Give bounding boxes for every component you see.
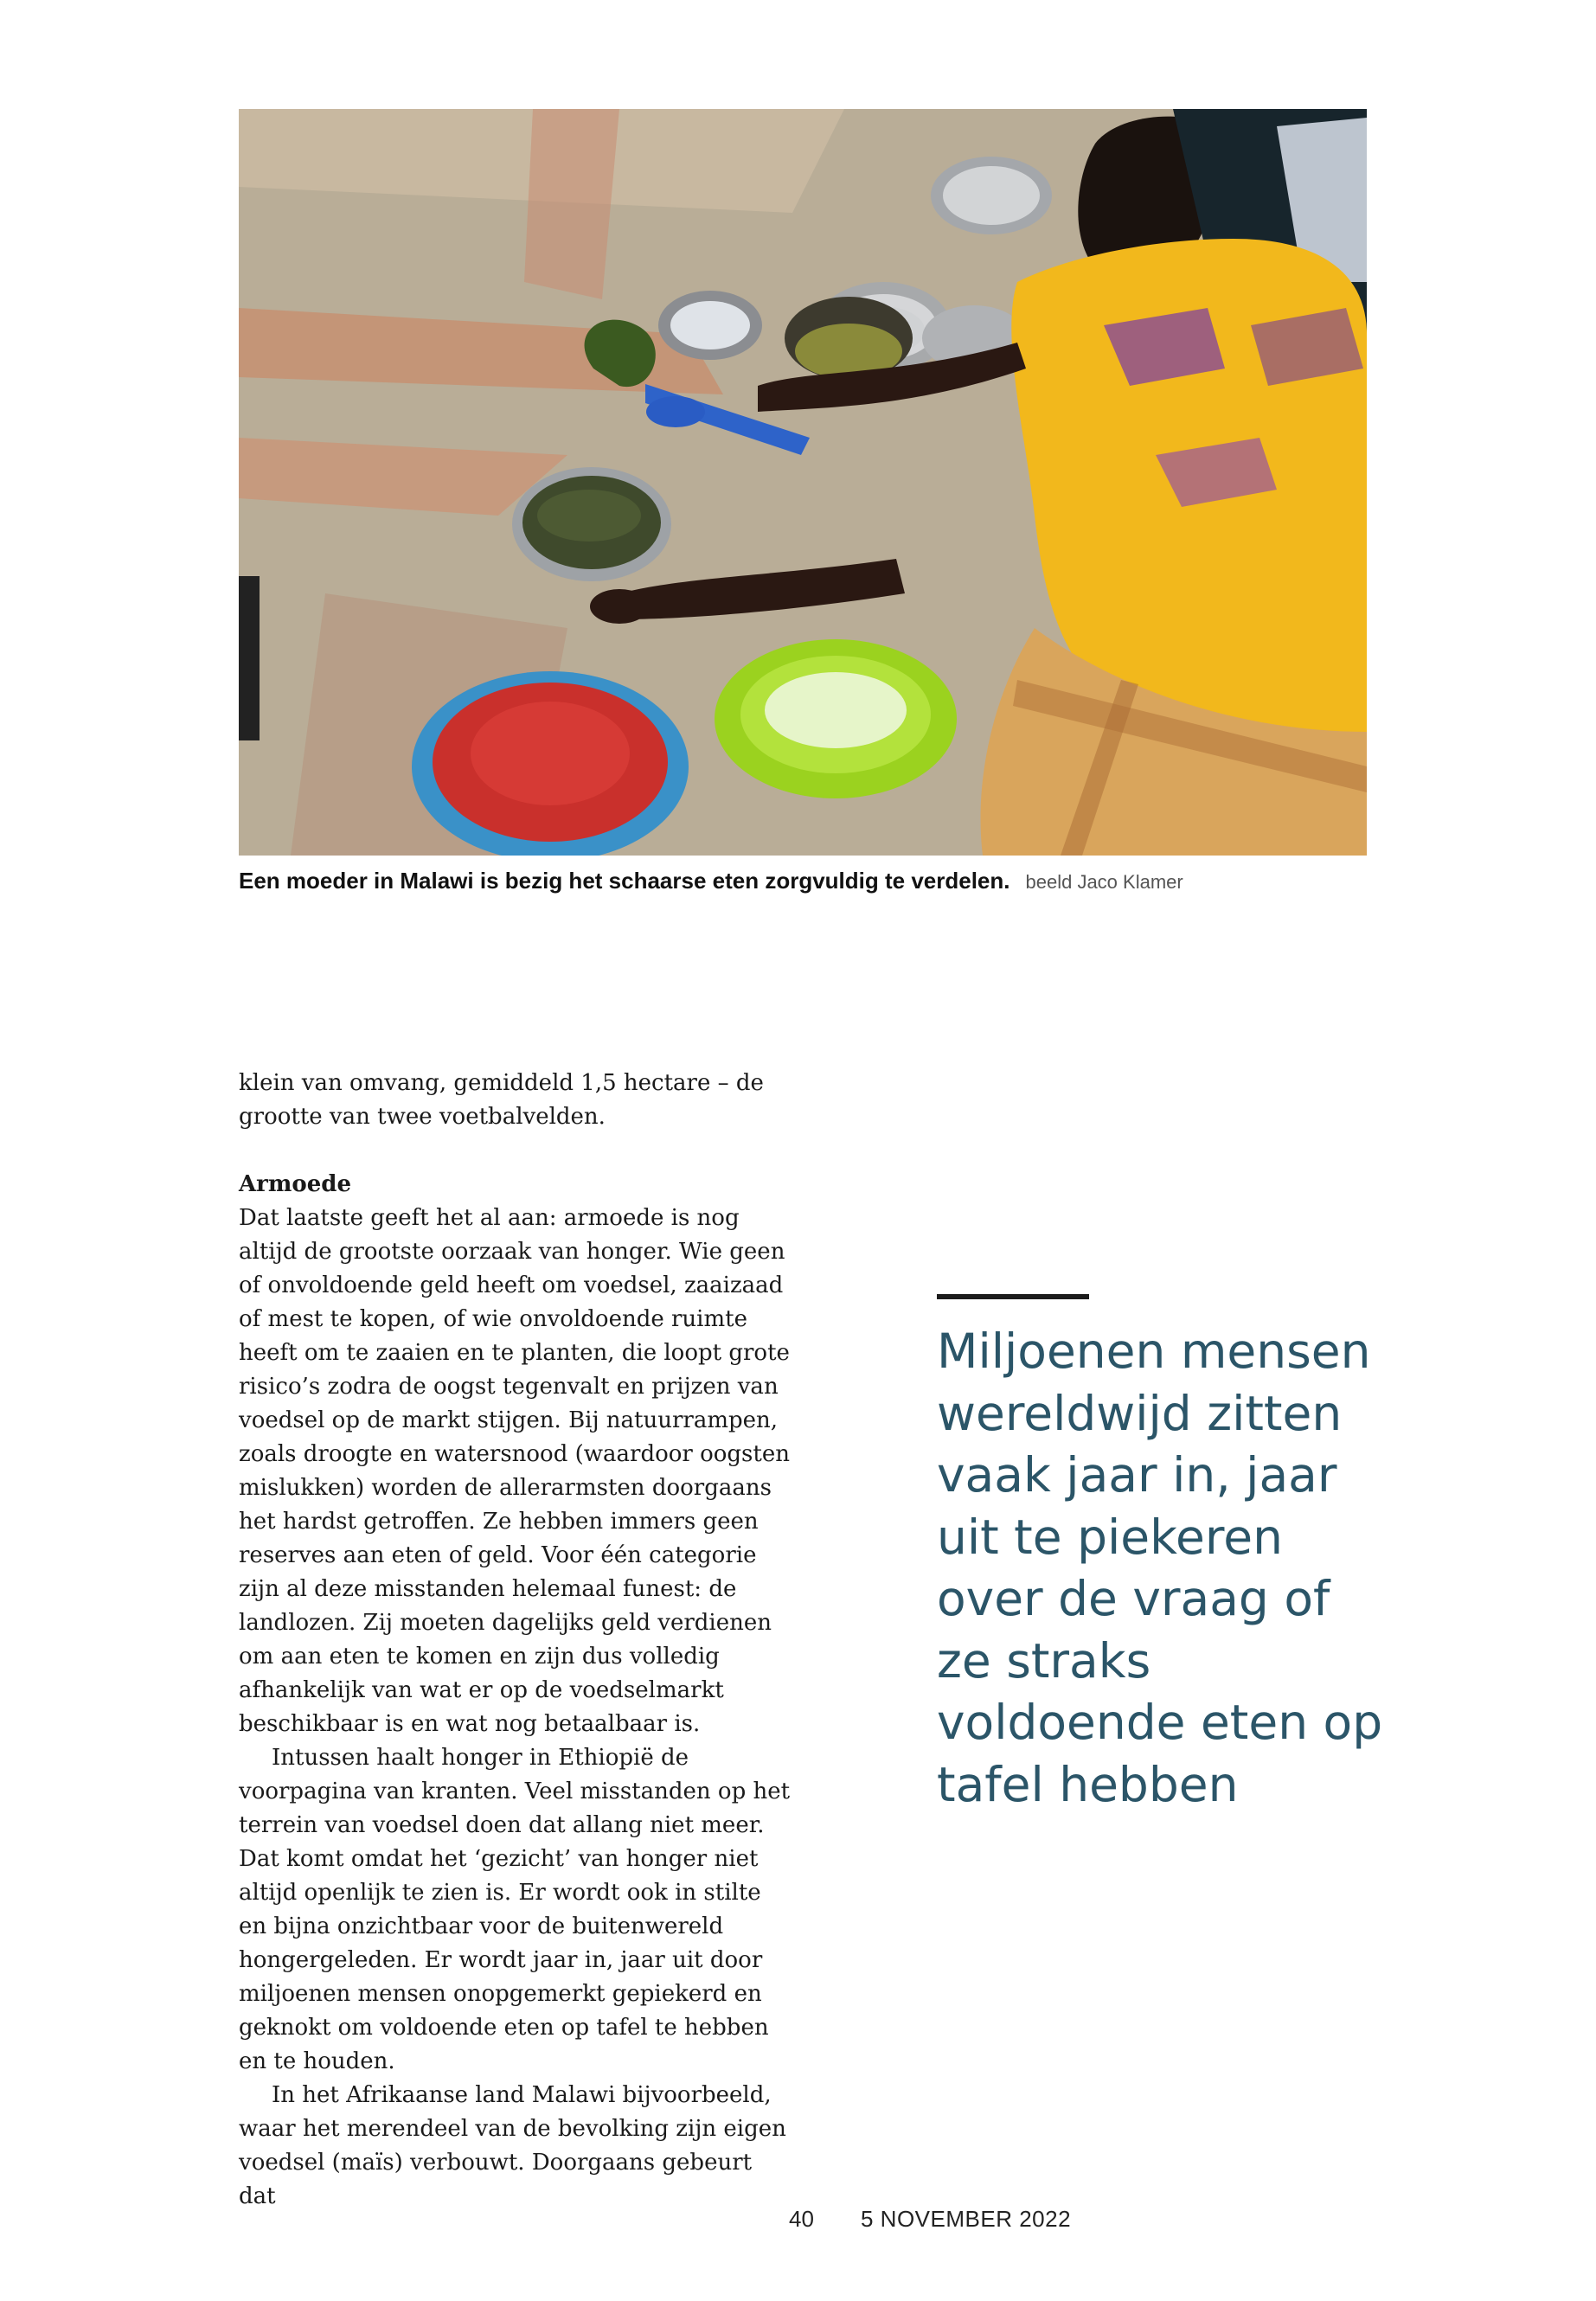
pullquote: Miljoenen mensen wereldwijd zitten vaak jaar in, jaar uit te piekeren over de vraag of ze straks voldoende eten op tafel hebben [937,1324,1383,1812]
pullquote-rule [937,1294,1089,1299]
page-number: 40 [789,2206,814,2232]
photo-credit: beeld Jaco Klamer [1025,871,1183,893]
article-photo [239,109,1367,856]
body-paragraph-3: In het Afrikaanse land Malawi bijvoorbeeld, waar het merendeel van de bevolking zijn eigen voedsel (maïs) verbouwt. Doorgaans gebeurt dat [239,2082,786,2209]
body-paragraph-1: Dat laatste geeft het al aan: armoede is nog altijd de grootste oorzaak van honger. Wie geen of onvoldoende geld heeft om voedsel, zaaizaad of mest te kopen, of wie onvoldoende ruimte heeft om te zaaien en te planten, die loopt grote risico’s zodra de oogst tegenvalt en prijzen van voedsel op de markt stijgen. Bij natuurrampen, zoals droogte en watersnood (waardoor oogsten mislukken) worden de allerarmsten doorgaans het hardst getroffen. Ze hebben immers geen reserves aan eten of geld. Voor één categorie zijn al deze misstanden helemaal funest: de landlozen. Zij moeten dagelijks geld verdienen om aan eten te komen en zijn dus volledig afhankelijk van wat er op de voedselmarkt beschikbaar is en wat nog betaalbaar is. [239,1205,790,1737]
section-heading: Armoede [239,1171,351,1197]
article-body [239,1067,792,2214]
lead-paragraph: klein van omvang, gemiddeld 1,5 hectare – de grootte van twee voetbalvelden. [239,1070,764,1130]
issue-date: 5 NOVEMBER 2022 [861,2206,1072,2232]
caption-text: Een moeder in Malawi is bezig het schaarse eten zorgvuldig te verdelen. [239,868,1010,894]
body-paragraph-2: Intussen haalt honger in Ethiopië de voorpagina van kranten. Veel misstanden op het terrein van voedsel doen dat allang niet meer. Dat komt omdat het ‘gezicht’ van honger niet altijd openlijk te zien is. Er wordt ook in stilte en bijna onzichtbaar voor de buitenwereld hongergeleden. Er wordt jaar in, jaar uit door miljoenen mensen onopgemerkt gepiekerd en geknokt om voldoende eten op tafel te hebben en te houden. [239,1745,791,2074]
malawi-food-photo [239,109,1367,856]
photo-caption [239,868,1367,894]
